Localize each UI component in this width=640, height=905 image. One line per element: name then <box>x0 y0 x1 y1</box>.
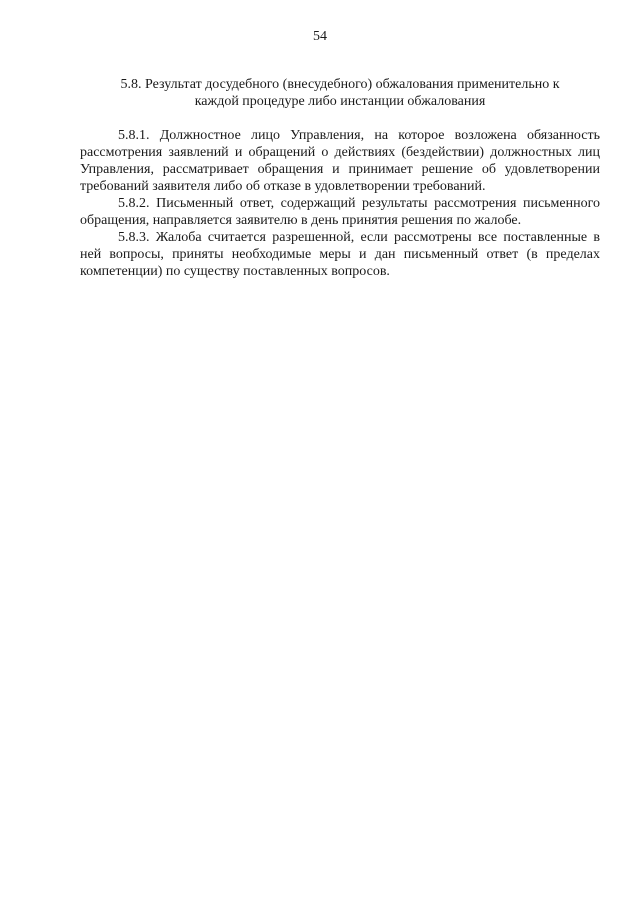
paragraph-5-8-2: 5.8.2. Письменный ответ, содержащий результаты рассмотрения письменного обращения, направляется заявителю в день принятия решения по жалобе. <box>80 196 600 228</box>
section-body <box>80 127 600 280</box>
page-number: 54 <box>313 29 327 44</box>
paragraph-5-8-1: 5.8.1. Должностное лицо Управления, на которое возложена обязанность рассмотрения заявлений и обращений о действиях (бездействии) должностных лиц Управления, рассматривает обращения и принимает решение об удовлетворении требований заявителя либо об отказе в удовлетворении требований. <box>80 128 600 194</box>
section-heading-line-2: каждой процедуре либо инстанции обжалования <box>194 94 486 109</box>
paragraph-5-8-3: 5.8.3. Жалоба считается разрешенной, если рассмотрены все поставленные в ней вопросы, приняты необходимые меры и дан письменный ответ (в пределах компетенции) по существу поставленных вопросов. <box>80 230 600 279</box>
section-heading <box>80 76 600 110</box>
section-heading-line-1: 5.8. Результат досудебного (внесудебного) обжалования применительно к <box>120 77 560 92</box>
